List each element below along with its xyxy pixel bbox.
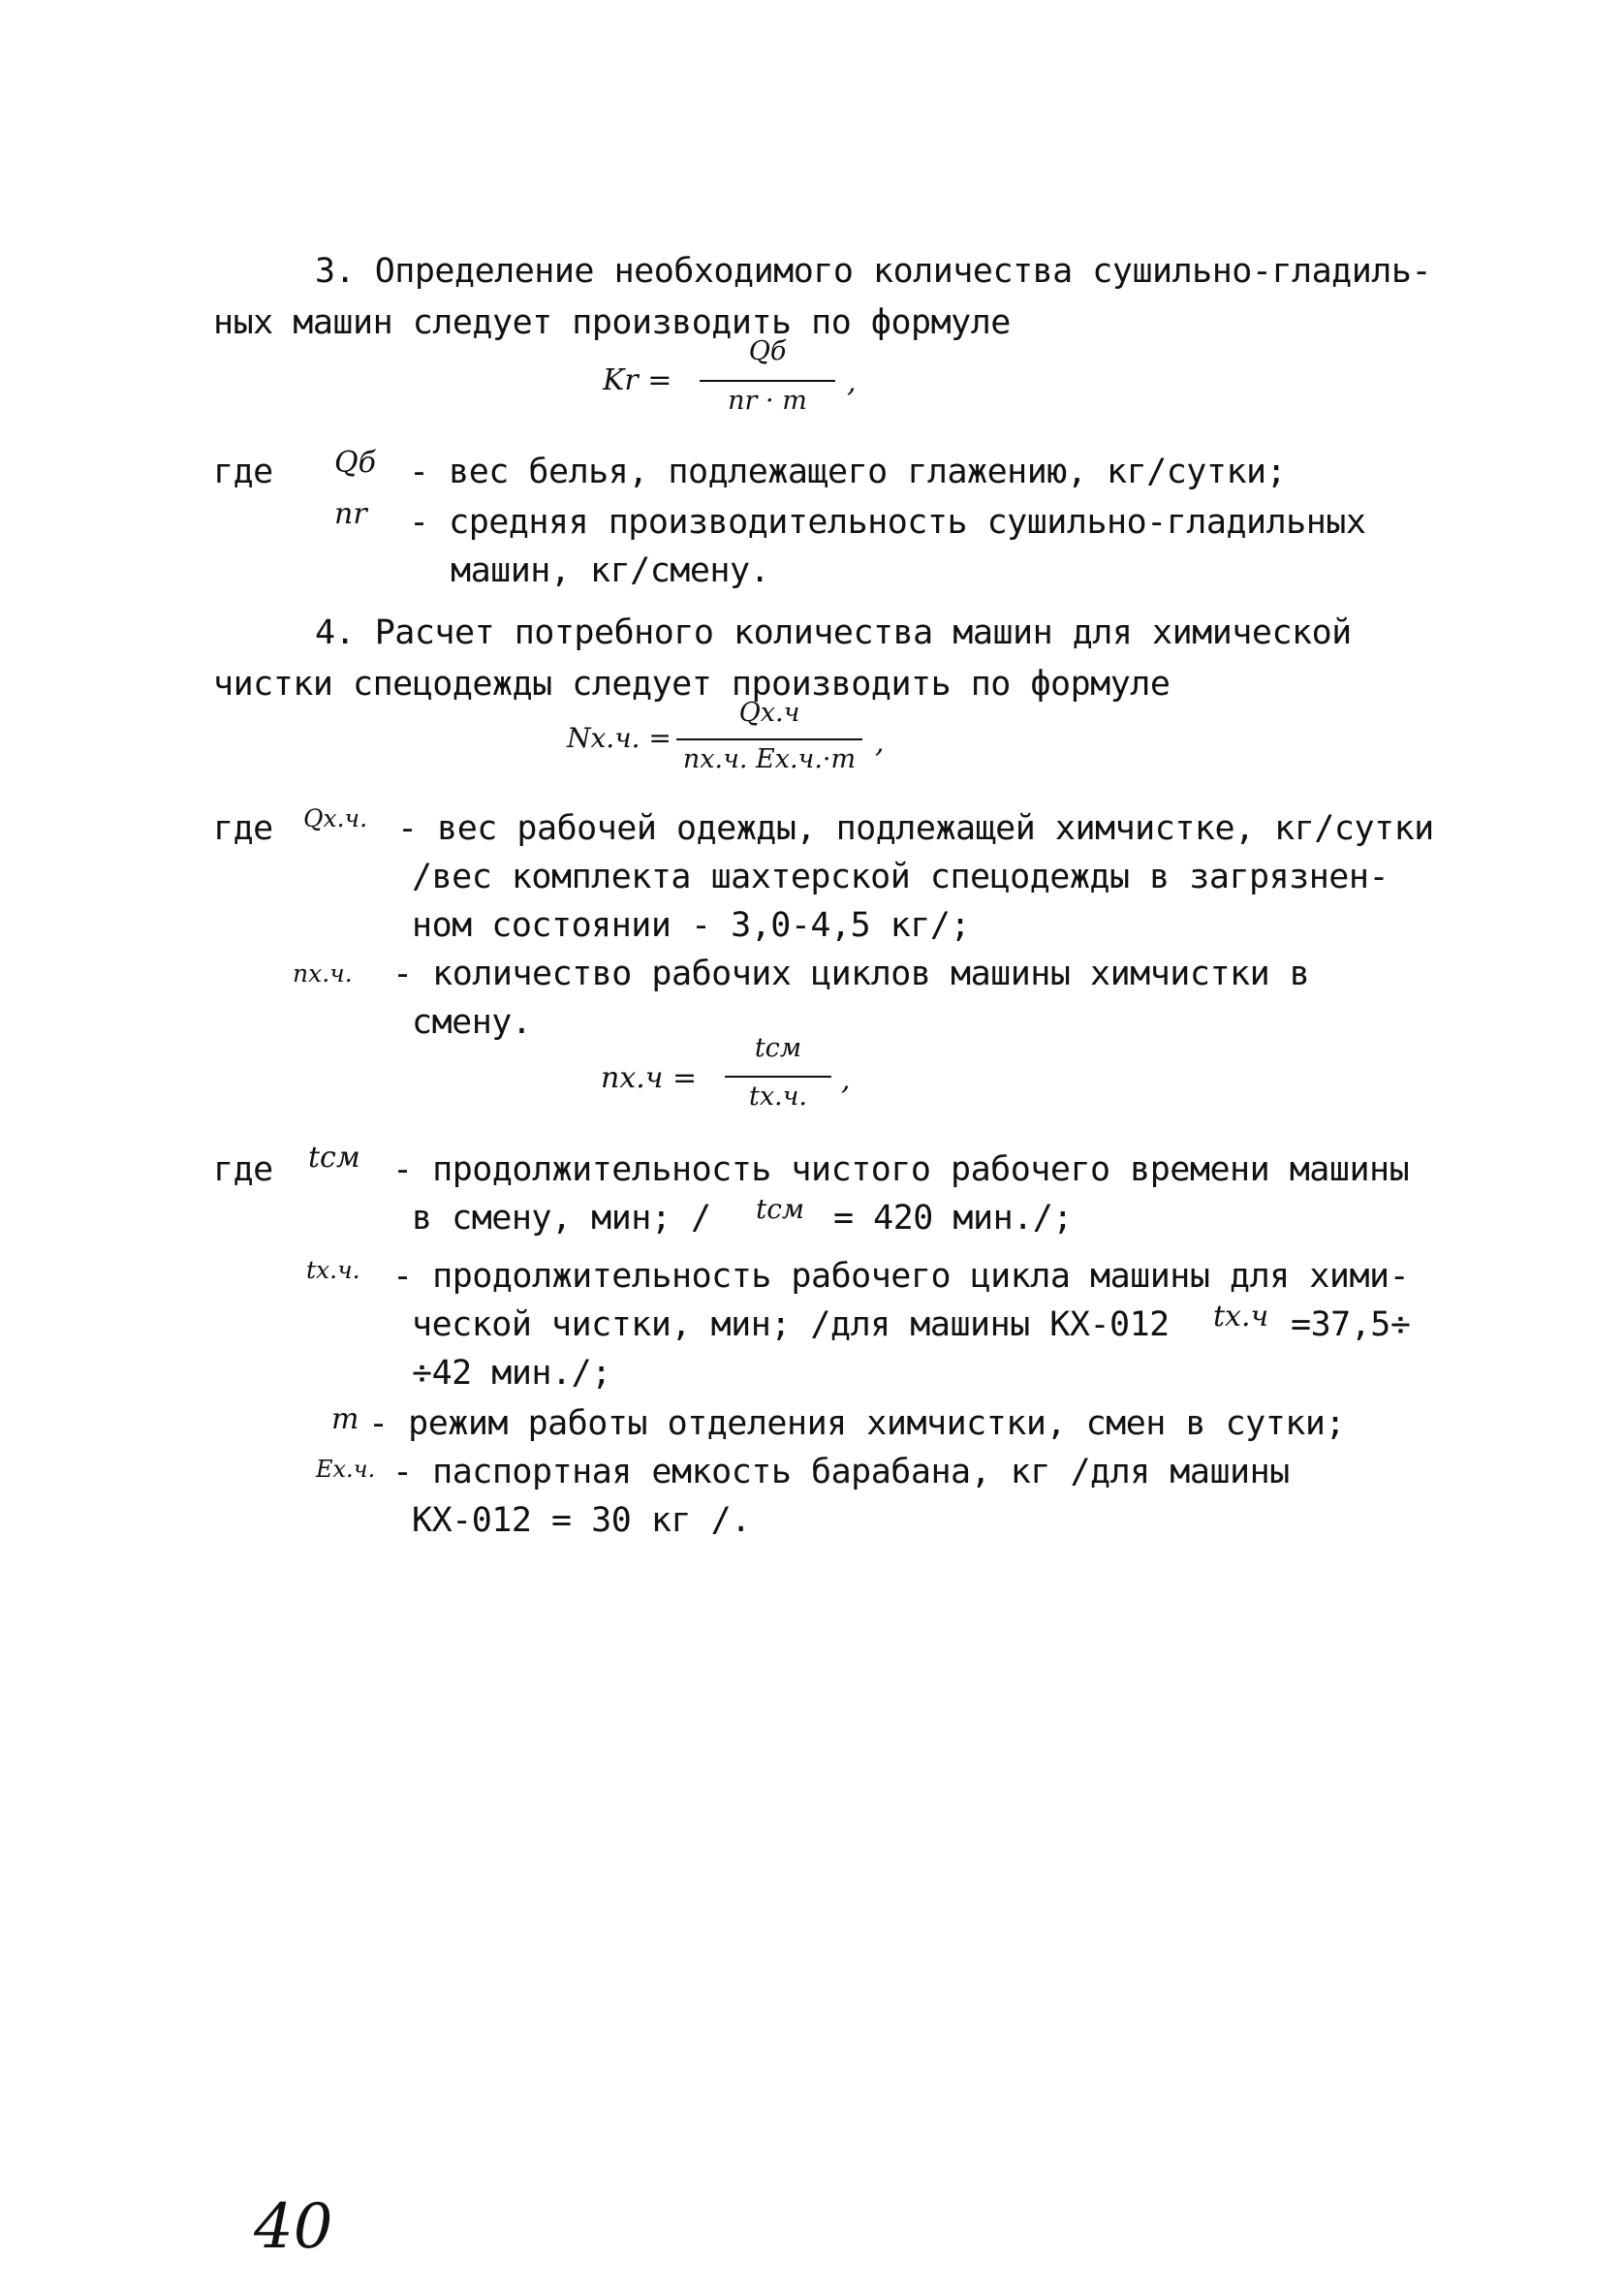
- def-text-cont: /вес комплекта шахтерской спецодежды в загрязнен-: [412, 858, 1390, 896]
- def-text-cont: = 420 мин./;: [833, 1199, 1073, 1238]
- def-text-cont: ческой чистки, мин; /для машины КХ-012: [412, 1305, 1170, 1344]
- def-text-cont: машин, кг/смену.: [451, 551, 770, 590]
- formula-nxch-numerator: Qх.ч: [738, 698, 800, 728]
- def-symbol: Eх.ч.: [316, 1456, 376, 1483]
- def-symbol: Qб: [334, 446, 376, 480]
- def-text: - режим работы отделения химчистки, смен в сутки;: [368, 1404, 1346, 1443]
- section3-where: где: [213, 453, 273, 491]
- def-inline-symbol: tсм: [756, 1193, 805, 1225]
- def-symbol: nr: [334, 497, 367, 531]
- section4-where: где: [213, 809, 273, 848]
- section4-where-2: где: [213, 1150, 273, 1189]
- formula-nxch-cycles-lhs: nх.ч =: [601, 1061, 698, 1095]
- def-text-cont: ÷42 мин./;: [412, 1354, 611, 1393]
- formula-kr-bar: [700, 380, 835, 382]
- def-text: - продолжительность чистого рабочего времени машины: [392, 1150, 1410, 1189]
- formula-nxch-cycles-trail: ,: [841, 1063, 851, 1097]
- def-text: - вес белья, подлежащего глажению, кг/сутки;: [409, 453, 1287, 491]
- def-text: - средняя производительность сушильно-гладильных: [409, 503, 1366, 542]
- section3-line2: ных машин следует производить по формуле: [213, 303, 1011, 342]
- formula-kr-lhs: Kr =: [603, 363, 672, 397]
- section4-line2: чистки спецодежды следует производить по формуле: [213, 665, 1171, 704]
- formula-nxch-cycles-denominator: tх.ч.: [748, 1082, 808, 1112]
- def-text: - вес рабочей одежды, подлежащей химчистке, кг/сутки: [397, 809, 1434, 848]
- formula-kr-denominator: nr · m: [728, 386, 807, 416]
- def-symbol: tсм: [308, 1141, 360, 1175]
- formula-nxch-cycles-bar: [725, 1076, 831, 1078]
- def-text-cont: КХ-012 = 30 кг /.: [412, 1501, 751, 1540]
- section3-line1: 3. Определение необходимого количества сушильно-гладиль-: [315, 252, 1432, 291]
- formula-nxch-lhs: Nх.ч. =: [567, 722, 671, 754]
- formula-nxch-cycles-numerator: tсм: [754, 1033, 802, 1063]
- page-number: 40: [254, 2191, 333, 2263]
- def-symbol: m: [331, 1402, 359, 1436]
- formula-nxch-denominator: nх.ч. Eх.ч.·m: [682, 744, 857, 774]
- def-text: - количество рабочих циклов машины химчистки в: [392, 955, 1310, 993]
- formula-nxch-bar: [676, 738, 862, 740]
- formula-kr-trail: ,: [847, 365, 857, 399]
- def-symbol: tх.ч.: [306, 1256, 360, 1284]
- def-symbol: Qх.ч.: [303, 804, 368, 832]
- def-text-cont: в смену, мин; /: [412, 1199, 711, 1238]
- formula-nxch-trail: ,: [875, 726, 885, 760]
- def-inline-symbol: tх.ч: [1213, 1300, 1269, 1333]
- section4-line1: 4. Расчет потребного количества машин для химической: [315, 613, 1352, 652]
- def-text: - продолжительность рабочего цикла машины для хими-: [392, 1257, 1410, 1296]
- def-text-cont: =37,5÷: [1291, 1305, 1411, 1344]
- def-text-cont: смену.: [412, 1003, 532, 1042]
- def-text-cont: ном состоянии - 3,0-4,5 кг/;: [412, 906, 971, 945]
- formula-kr-numerator: Qб: [748, 336, 787, 366]
- def-symbol: nх.ч.: [293, 959, 353, 988]
- def-text: - паспортная емкость барабана, кг /для машины: [392, 1453, 1290, 1491]
